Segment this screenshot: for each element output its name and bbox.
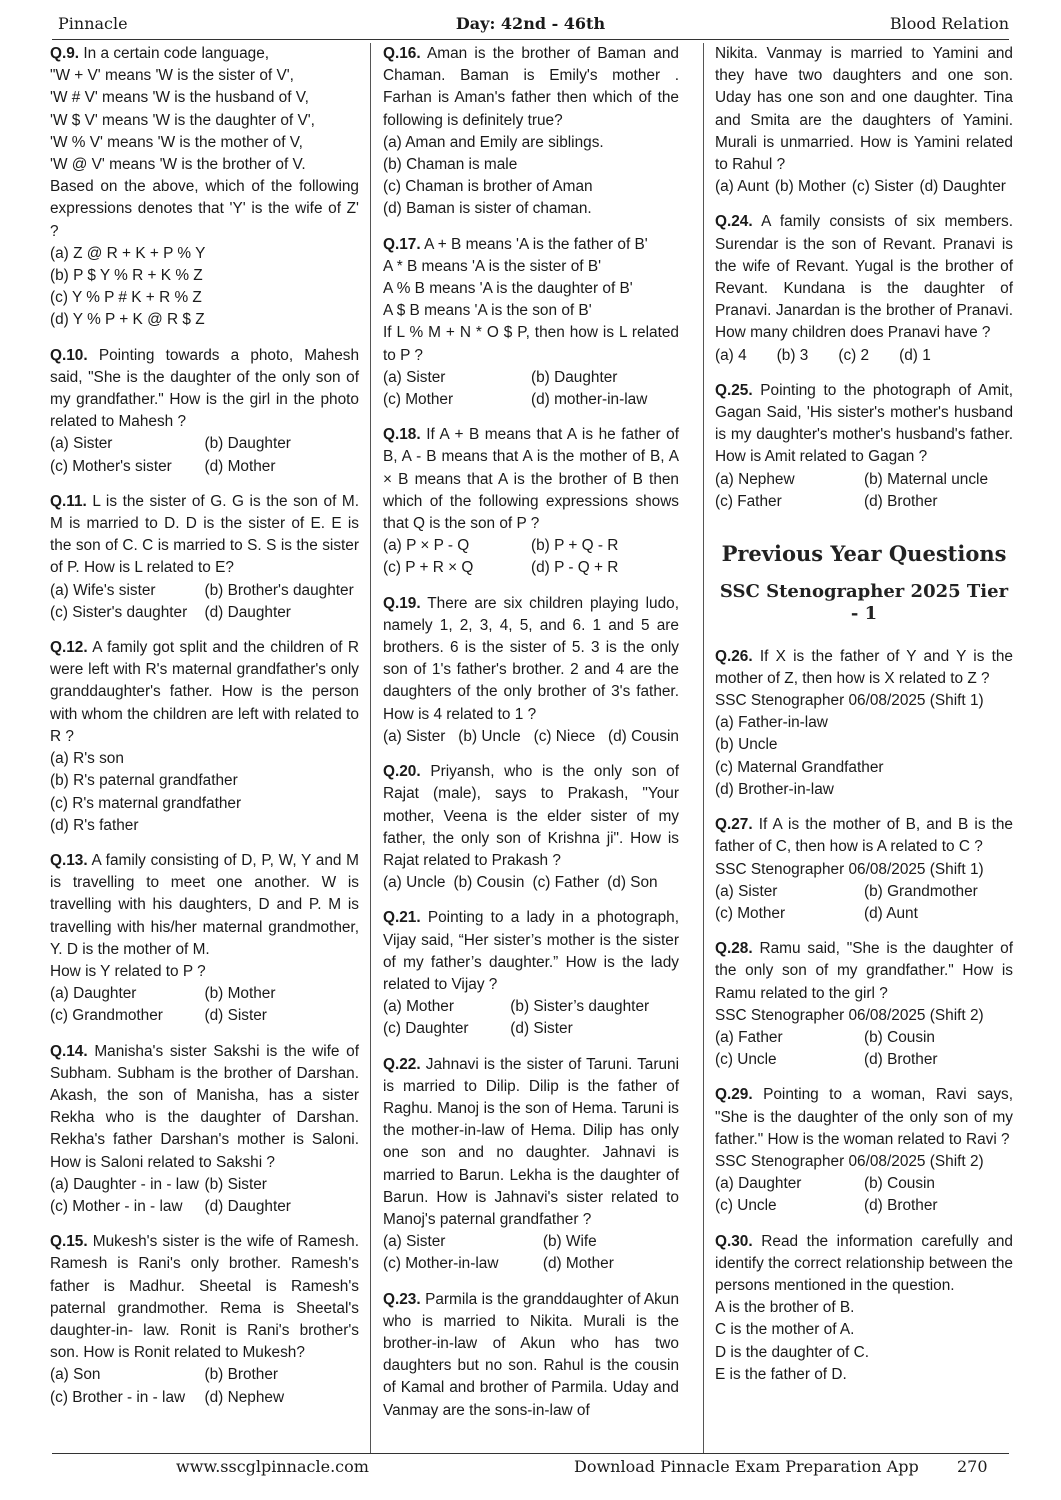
question-number: Q.22. [383, 1055, 421, 1073]
option-c: (c) Maternal Grandfather [715, 758, 884, 776]
question-text: There are six children playing ludo, namely 1, 2, 3, 4, 5, and 6. 1 and 5 are brothers. 6 is the sister of 5. 3 is the only son of 1's father's brother. 2 and 4 are the daughters of the only brother of 3's father. How is 4 related to 1 ? [383, 594, 679, 723]
question-13 [50, 850, 359, 1028]
question-line: A % B means 'A is the daughter of B' [383, 280, 633, 298]
option-c: (c) Chaman is brother of Aman [383, 178, 593, 196]
option-c: (c) Mother's sister [50, 457, 172, 475]
question-16 [383, 43, 679, 221]
question-23 [383, 1289, 679, 1422]
question-number: Q.29. [715, 1086, 753, 1104]
option-c: (c) P + R × Q [383, 559, 474, 577]
question-12 [50, 637, 359, 837]
option-c: (c) Sister's daughter [50, 603, 188, 621]
question-number: Q.21. [383, 909, 421, 927]
question-text: Manisha's sister Sakshi is the wife of Subham. Subham is the brother of Darshan. Akash, the son of Manisha, has a sister Rekha who is the daughter of Darshan. Rekha's father Darshan's mother is Saloni. How is Saloni related to Sakshi ? [50, 1042, 359, 1171]
option-b: (b) Cousin [864, 1028, 935, 1046]
question-number: Q.25. [715, 381, 753, 399]
option-a: (a) R's son [50, 750, 124, 768]
question-number: Q.15. [50, 1233, 88, 1251]
option-d: (d) Mother [204, 457, 276, 475]
question-number: Q.27. [715, 816, 753, 834]
question-number: Q.23. [383, 1290, 421, 1308]
option-d: (d) Mother [542, 1255, 614, 1273]
question-29 [715, 1084, 1013, 1217]
question-source: SSC Stenographer 06/08/2025 (Shift 2) [715, 1152, 984, 1170]
option-d: (d) 1 [899, 346, 931, 364]
option-b: (b) Uncle [458, 727, 521, 745]
question-columns [50, 43, 1013, 1453]
option-d: (d) Aunt [864, 904, 918, 922]
question-number: Q.10. [50, 346, 88, 364]
question-text: Pointing to the photograph of Amit, Gagan Said, 'His sister's mother's husband is my daughter's mother's husband's father. How is Amit related to Gagan ? [715, 381, 1013, 466]
question-text: If L % M + N * O $ P, then how is L related to P ? [383, 324, 679, 364]
option-b: (b) Grandmother [864, 882, 978, 900]
question-line: A * B means 'A is the sister of B' [383, 257, 602, 275]
option-a: (a) Wife's sister [50, 581, 156, 599]
option-b: (b) P $ Y % R + K % Z [50, 267, 203, 285]
question-text: Based on the above, which of the following expressions denotes that 'Y' is the wife of Z' ? [50, 178, 359, 240]
option-a: (a) Son [50, 1366, 101, 1384]
question-number: Q.9. [50, 45, 80, 62]
question-20 [383, 761, 679, 894]
question-23-continued [715, 43, 1013, 198]
question-17 [383, 234, 679, 412]
option-c: (c) Brother - in - law [50, 1388, 186, 1406]
option-a: (a) Daughter [50, 985, 137, 1003]
option-a: (a) Daughter [715, 1175, 802, 1193]
option-c: (c) Mother [383, 391, 454, 409]
option-a: (a) Father-in-law [715, 714, 828, 732]
option-c: (c) Mother - in - law [50, 1197, 183, 1215]
option-a: (a) Father [715, 1028, 783, 1046]
question-number: Q.20. [383, 763, 421, 781]
option-d: (d) P - Q + R [531, 559, 619, 577]
question-line: E is the father of D. [715, 1365, 847, 1383]
option-c: (c) Sister [851, 178, 914, 196]
option-b: (b) R's paternal grandfather [50, 772, 238, 790]
option-c: (c) Mother-in-law [383, 1255, 499, 1273]
question-text: If A is the mother of B, and B is the father of C, then how is A related to C ? [715, 816, 1013, 856]
option-d: (d) Brother [864, 1051, 938, 1069]
option-c: (c) Uncle [715, 1051, 777, 1069]
question-line: A $ B means 'A is the son of B' [383, 302, 592, 320]
question-line: A + B means 'A is the father of B' [424, 235, 648, 253]
question-line: 'W @ V' means 'W is the brother of V. [50, 156, 306, 174]
question-source: SSC Stenographer 06/08/2025 (Shift 1) [715, 692, 984, 710]
option-b: (b) Cousin [864, 1175, 935, 1193]
option-c: (c) Uncle [715, 1197, 777, 1215]
question-text: Mukesh's sister is the wife of Ramesh. Ramesh is Rani's only brother. Ramesh's father is Madhur. Sheetal is Ramesh's paternal grandmother. Rema is Sheetal's daughter-in- law. Ronit is Rani's brother's son. How is Ronit related to Mukesh? [50, 1233, 359, 1362]
section-subtitle: SSC Stenographer 2025 Tier - 1 [719, 581, 1009, 625]
option-a: (a) Sister [50, 435, 113, 453]
option-a: (a) 4 [715, 346, 747, 364]
question-text: Parmila is the granddaughter of Akun who is married to Nikita. Murali is the brother-in-law of Akun who has two daughters but no son. Rahul is the cousin of Kamal and brother of Parmila. Uday and Vanmay are the sons-in-law of [383, 1290, 680, 1419]
question-text: A family got split and the children of R were left with R's maternal grandfather's only granddaughter's father. How is the person with whom the children are left with related to R ? [50, 639, 359, 745]
option-c: (c) Grandmother [50, 1007, 163, 1025]
question-text: L is the sister of G. G is the son of M. M is married to D. D is the sister of E. E is the son of C. C is married to S. S is the sister of P. How is L related to E? [50, 492, 359, 577]
option-a: (a) Aman and Emily are siblings. [383, 133, 604, 151]
option-a: (a) Nephew [715, 470, 795, 488]
option-b: (b) 3 [776, 346, 809, 364]
question-14 [50, 1041, 359, 1219]
option-b: (b) Daughter [531, 368, 618, 386]
column-1 [50, 43, 359, 1422]
header-day: Day: 42nd - 46th [455, 14, 606, 33]
option-d: (d) Sister [204, 1007, 267, 1025]
option-a: (a) Sister [715, 882, 778, 900]
header-topic: Blood Relation [889, 14, 1009, 33]
question-number: Q.19. [383, 594, 421, 612]
option-a: (a) Aunt [715, 178, 769, 196]
option-c: (c) Niece [533, 727, 596, 745]
option-d: (d) mother-in-law [531, 391, 648, 409]
option-b: (b) Chaman is male [383, 156, 518, 174]
question-18 [383, 424, 679, 579]
option-b: (b) Cousin [453, 874, 525, 892]
option-d: (d) Nephew [204, 1388, 285, 1406]
question-line: 'W # V' means 'W is the husband of V, [50, 89, 309, 107]
option-a: (a) Uncle [383, 874, 446, 892]
question-number: Q.30. [715, 1232, 753, 1250]
question-source: SSC Stenographer 06/08/2025 (Shift 1) [715, 860, 984, 878]
question-text: Nikita. Vanmay is married to Yamini and they have two daughters and one son. Uday has one son and one daughter. Tina and Smita are the daughters of Yamini. Murali is unmarried. How is Yamini related to Rahul ? [715, 45, 1013, 174]
option-c: (c) Daughter [383, 1020, 469, 1038]
option-d: (d) Cousin [607, 727, 679, 745]
header-brand: Pinnacle [58, 14, 128, 33]
question-22 [383, 1054, 679, 1276]
footer-app-promo: Download Pinnacle Exam Preparation App [574, 1457, 919, 1476]
option-b: (b) Brother's daughter [204, 581, 354, 599]
option-c: (c) Father [532, 874, 600, 892]
question-line: In a certain code language, [83, 45, 270, 62]
footer-website[interactable]: www.sscglpinnacle.com [176, 1457, 369, 1476]
question-28 [715, 938, 1013, 1071]
footer-rule [52, 1453, 1009, 1454]
option-c: (c) R's maternal grandfather [50, 794, 242, 812]
option-b: (b) Mother [774, 178, 846, 196]
option-d: (d) Daughter [919, 178, 1006, 196]
column-2 [383, 43, 679, 1435]
question-number: Q.17. [383, 235, 421, 253]
option-a: (a) Sister [383, 1233, 446, 1251]
option-b: (b) Sister’s daughter [510, 998, 650, 1016]
question-21 [383, 907, 679, 1040]
question-9 [50, 43, 359, 332]
option-d: (d) Brother [864, 1197, 938, 1215]
question-30 [715, 1231, 1013, 1386]
option-d: (d) R's father [50, 816, 139, 834]
question-text: If A + B means that A is he father of B, A - B means that A is the mother of B, A × B means that A is the brother of B then which of the following expressions shows that Q is the son of P ? [383, 426, 679, 533]
option-b: (b) Mother [204, 985, 276, 1003]
page-header [52, 14, 1009, 38]
question-line: 'W $ V' means 'W is the daughter of V', [50, 111, 315, 129]
question-line: D is the daughter of C. [715, 1343, 869, 1361]
question-number: Q.13. [50, 851, 88, 869]
page-footer [52, 1457, 1009, 1479]
option-a: (a) Daughter - in - law [50, 1175, 199, 1193]
option-c: (c) Y % P # K + R % Z [50, 289, 202, 307]
option-d: (d) Son [607, 874, 658, 892]
section-title: Previous Year Questions [721, 541, 1007, 567]
question-text: Priyansh, who is the only son of Rajat (male), says to Prakash, "Your mother, Veena is the elder sister of my father, the only son of Krishna ji". How is Rajat related to Prakash ? [383, 763, 679, 869]
question-24 [715, 211, 1013, 366]
option-d: (d) Brother [864, 492, 938, 510]
option-b: (b) P + Q - R [531, 537, 619, 555]
question-line: 'W % V' means 'W is the mother of V, [50, 133, 303, 151]
question-27 [715, 814, 1013, 925]
option-b: (b) Brother [204, 1366, 279, 1384]
option-d: (d) Y % P + K @ R $ Z [50, 311, 205, 329]
question-10 [50, 345, 359, 478]
option-b: (b) Daughter [204, 435, 291, 453]
question-text: Pointing to a lady in a photograph, Vijay said, “Her sister’s mother is the sister of my father’s daughter.” How is the lady related to Vijay ? [383, 909, 679, 993]
question-number: Q.16. [383, 45, 421, 62]
option-c: (c) Mother [715, 904, 786, 922]
question-number: Q.18. [383, 426, 421, 444]
question-number: Q.11. [50, 492, 87, 510]
option-a: (a) Z @ R + K + P % Y [50, 244, 206, 262]
question-text: Aman is the brother of Baman and Chaman. Baman is Emily's mother . Farhan is Aman's father then which of the following is definitely true? [383, 45, 679, 129]
option-c: (c) 2 [838, 346, 870, 364]
question-26 [715, 646, 1013, 801]
question-25 [715, 380, 1013, 513]
question-number: Q.26. [715, 647, 753, 665]
option-a: (a) P × P - Q [383, 537, 470, 555]
question-text: Pointing to a woman, Ravi says, "She is the daughter of the only son of my father." How is the woman related to Ravi ? [715, 1086, 1013, 1148]
question-text: A family consists of six members. Surendar is the son of Revant. Pranavi is the wife of Revant. Yugal is the brother of Revant. Kundana is the daughter of Pranavi. Janardan is the brother of Pranavi. How many children does Pranavi have ? [715, 213, 1013, 342]
column-3 [715, 43, 1013, 1399]
question-19 [383, 593, 679, 748]
question-number: Q.12. [50, 639, 88, 657]
question-line: "W + V' means 'W is the sister of V', [50, 67, 294, 85]
question-15 [50, 1231, 359, 1409]
option-b: (b) Maternal uncle [864, 470, 989, 488]
option-d: (d) Brother-in-law [715, 780, 834, 798]
option-d: (d) Baman is sister of chaman. [383, 200, 592, 218]
option-a: (a) Sister [383, 368, 446, 386]
question-number: Q.28. [715, 940, 753, 958]
question-tail: How is Y related to P ? [50, 962, 206, 980]
header-rule [52, 39, 1009, 40]
question-text: Pointing towards a photo, Mahesh said, "She is the daughter of the only son of my grandfather." How is the girl in the photo related to Mahesh ? [50, 346, 360, 431]
question-11 [50, 491, 359, 624]
page-number: 270 [957, 1457, 988, 1476]
option-b: (b) Uncle [715, 736, 778, 754]
option-b: (b) Wife [542, 1233, 597, 1251]
question-line: A is the brother of B. [715, 1299, 855, 1317]
question-source: SSC Stenographer 06/08/2025 (Shift 2) [715, 1006, 984, 1024]
option-a: (a) Sister [383, 727, 446, 745]
question-number: Q.14. [50, 1042, 88, 1060]
question-number: Q.24. [715, 213, 753, 231]
option-d: (d) Daughter [204, 1197, 291, 1215]
option-d: (d) Sister [510, 1020, 573, 1038]
option-b: (b) Sister [204, 1175, 267, 1193]
option-c: (c) Father [715, 492, 782, 510]
question-text: If X is the father of Y and Y is the mother of Z, then how is X related to Z ? [715, 647, 1013, 687]
option-d: (d) Daughter [204, 603, 291, 621]
question-line: C is the mother of A. [715, 1321, 855, 1339]
question-text: Ramu said, "She is the daughter of the only son of my grandfather." How is Ramu related to the girl ? [715, 940, 1014, 1002]
option-a: (a) Mother [383, 998, 454, 1016]
question-text: A family consisting of D, P, W, Y and M is travelling to meet one another. W is travelling with his daughters, D and P. M is travelling with his/her maternal grandmother, Y. D is the mother of M. [50, 851, 359, 958]
question-text: Read the information carefully and identify the correct relationship between the persons mentioned in the question. [715, 1232, 1013, 1294]
question-text: Jahnavi is the sister of Taruni. Taruni is married to Dilip. Dilip is the father of Raghu. Manoj is the son of Hema. Taruni is the mother-in-law of Hema. Dilip has only one son and no daughter. Jahnavi is married to Barun. Lekha is the daughter of Barun. How is Jahnavi's sister related to Manoj's paternal grandfather ? [383, 1055, 679, 1228]
